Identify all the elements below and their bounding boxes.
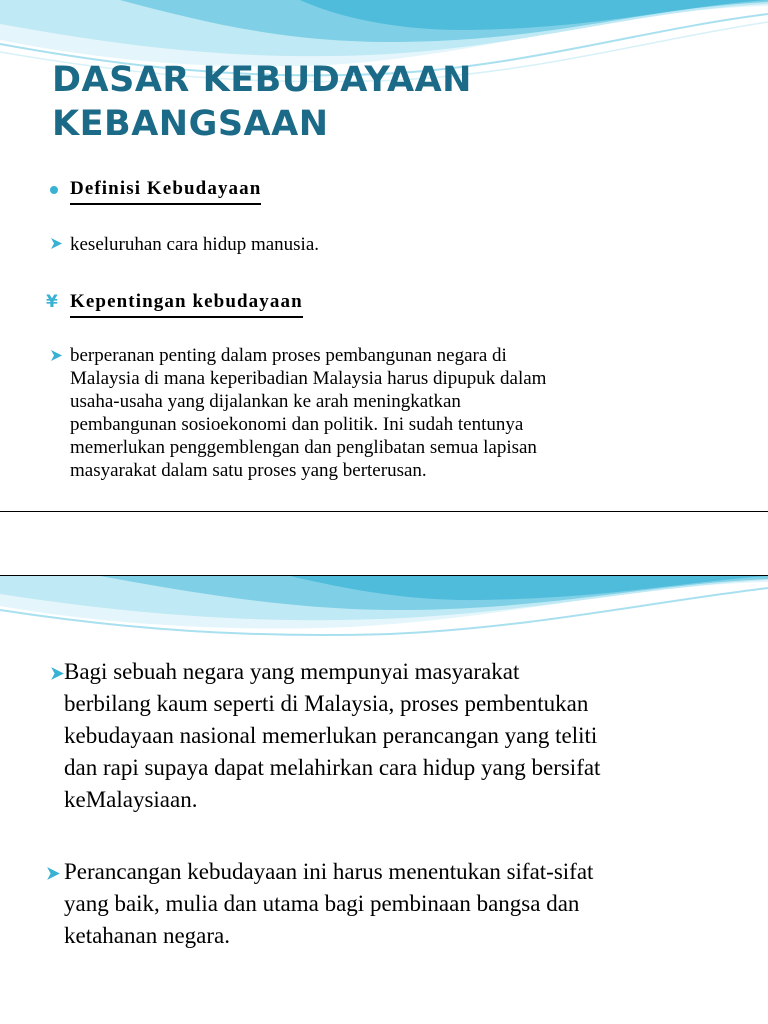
paragraph-1: [64, 656, 600, 816]
arrow-bullet-icon: [50, 237, 63, 250]
arrow-bullet-icon: [46, 866, 61, 881]
text-line: Perancangan kebudayaan ini harus menentukan sifat-sifat: [64, 859, 594, 884]
arrow-bullet-icon: [50, 349, 63, 362]
yen-bullet-icon: ¥: [46, 292, 58, 312]
text-line: berbilang kaum seperti di Malaysia, proses pembentukan: [64, 691, 589, 716]
text-line: Malaysia di mana keperibadian Malaysia harus dipupuk dalam: [70, 368, 547, 389]
paragraph-2: [64, 856, 593, 952]
heading-definisi: Definisi Kebudayaan: [70, 178, 261, 205]
text-line: pembangunan sosioekonomi dan politik. Ini sudah tentunya: [70, 414, 524, 435]
text-line: yang baik, mulia dan utama bagi pembinaan bangsa dan: [64, 891, 580, 916]
text-line: ketahanan negara.: [64, 923, 231, 948]
title-line-2: KEBANGSAAN: [52, 104, 329, 144]
slide-2: [0, 575, 768, 1024]
text-line: berperanan penting dalam proses pembangunan negara di: [70, 345, 507, 366]
text-line: usaha-usaha yang dijalankan ke arah meningkatkan: [70, 391, 461, 412]
text-line: kebudayaan nasional memerlukan perancangan yang teliti: [64, 723, 598, 748]
text-line: Bagi sebuah negara yang mempunyai masyarakat: [64, 659, 520, 684]
title-line-1: DASAR KEBUDAYAAN: [52, 60, 472, 100]
heading-kepentingan: Kepentingan kebudayaan: [70, 291, 303, 318]
wave-decoration: [0, 576, 768, 646]
text-line: keMalaysiaan.: [64, 787, 198, 812]
arrow-bullet-icon: [50, 666, 65, 681]
text-line: masyarakat dalam satu proses yang berterusan.: [70, 460, 427, 481]
text-line: dan rapi supaya dapat melahirkan cara hidup yang bersifat: [64, 755, 601, 780]
slide-title: [52, 58, 472, 146]
definisi-text: keseluruhan cara hidup manusia.: [70, 234, 320, 255]
text-line: memerlukan penggemblengan dan penglibatan semua lapisan: [70, 437, 537, 458]
kepentingan-text: [70, 344, 546, 482]
bullet-dot-icon: [50, 186, 58, 194]
